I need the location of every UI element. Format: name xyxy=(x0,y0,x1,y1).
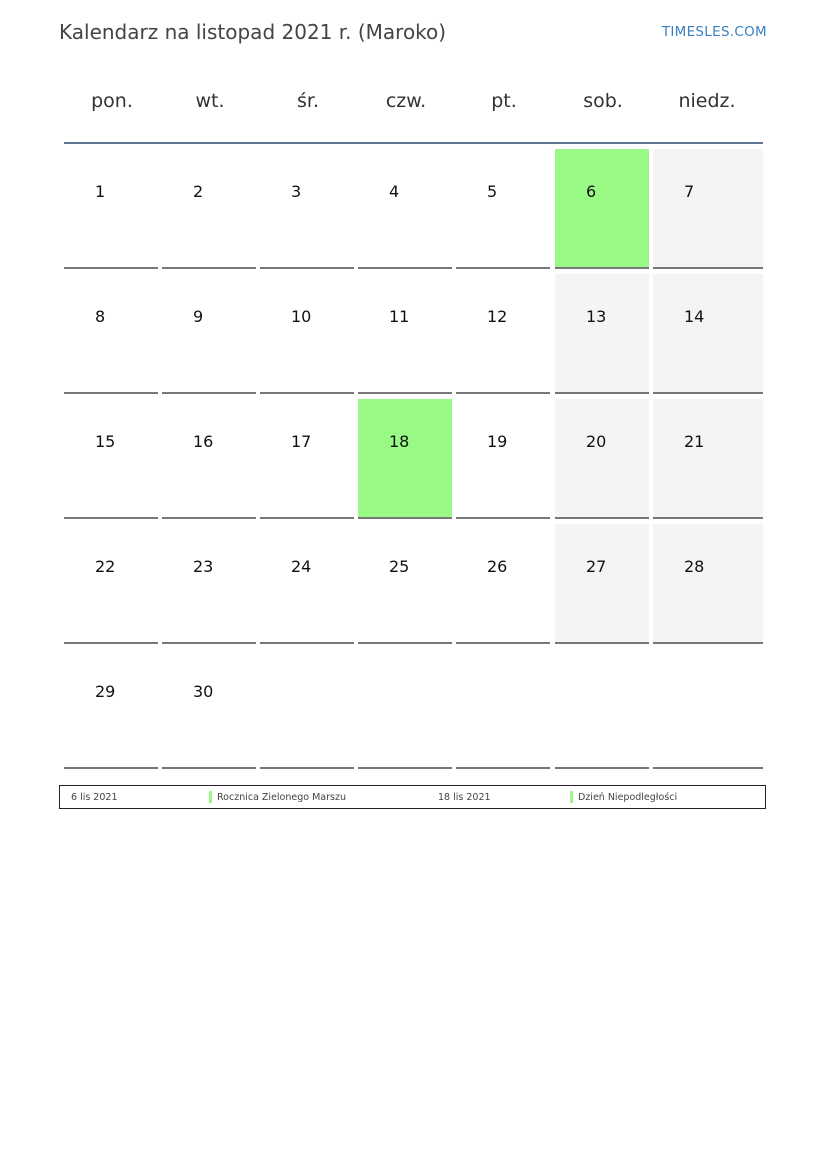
day-number: 6 xyxy=(586,182,597,201)
day-number: 14 xyxy=(684,307,705,326)
calendar-day[interactable] xyxy=(162,399,256,519)
day-number: 5 xyxy=(487,182,498,201)
weekday-label: sob. xyxy=(583,90,623,112)
day-number: 1 xyxy=(95,182,106,201)
day-number: 25 xyxy=(389,557,410,576)
calendar-day[interactable] xyxy=(64,274,158,394)
day-number: 22 xyxy=(95,557,116,576)
calendar-day[interactable] xyxy=(260,399,354,519)
calendar-day[interactable] xyxy=(162,274,256,394)
day-number: 29 xyxy=(95,682,116,701)
calendar-day[interactable] xyxy=(64,149,158,269)
day-number: 21 xyxy=(684,432,705,451)
calendar-day[interactable] xyxy=(653,399,763,519)
legend-holiday-name: Dzień Niepodległości xyxy=(578,792,678,803)
calendar-day[interactable] xyxy=(456,149,550,269)
day-number: 9 xyxy=(193,307,204,326)
day-number: 12 xyxy=(487,307,508,326)
calendar-cell-empty xyxy=(456,649,550,769)
weekday-label: pon. xyxy=(91,90,133,112)
day-number: 7 xyxy=(684,182,695,201)
calendar-day-holiday[interactable] xyxy=(358,399,452,519)
weekday-label: pt. xyxy=(491,90,517,112)
calendar-day[interactable] xyxy=(555,274,649,394)
calendar-cell-empty xyxy=(260,649,354,769)
calendar-day[interactable] xyxy=(456,524,550,644)
calendar-day[interactable] xyxy=(162,649,256,769)
calendar-day[interactable] xyxy=(260,274,354,394)
brand-link[interactable]: TIMESLES.COM xyxy=(661,24,767,40)
day-number: 17 xyxy=(291,432,312,451)
day-number: 15 xyxy=(95,432,116,451)
calendar-day[interactable] xyxy=(358,524,452,644)
page-title: Kalendarz na listopad 2021 r. (Maroko) xyxy=(59,20,447,44)
day-number: 2 xyxy=(193,182,204,201)
day-number: 30 xyxy=(193,682,214,701)
day-number: 8 xyxy=(95,307,106,326)
weekday-label: śr. xyxy=(296,90,319,112)
holiday-legend xyxy=(59,785,766,809)
weekday-label: niedz. xyxy=(678,90,736,112)
day-number: 27 xyxy=(586,557,607,576)
day-number: 10 xyxy=(291,307,312,326)
legend-color-swatch xyxy=(209,791,212,803)
calendar-day[interactable] xyxy=(653,149,763,269)
calendar-day[interactable] xyxy=(162,524,256,644)
calendar-cell-empty xyxy=(555,649,649,769)
calendar-cell-empty xyxy=(358,649,452,769)
calendar-day[interactable] xyxy=(358,274,452,394)
calendar-day[interactable] xyxy=(260,524,354,644)
day-number: 26 xyxy=(487,557,508,576)
calendar-day[interactable] xyxy=(653,524,763,644)
calendar-day[interactable] xyxy=(456,274,550,394)
calendar-day[interactable] xyxy=(64,649,158,769)
day-number: 18 xyxy=(389,432,410,451)
day-number: 23 xyxy=(193,557,214,576)
header-divider xyxy=(64,142,763,144)
legend-holiday-name: Rocznica Zielonego Marszu xyxy=(217,792,346,803)
day-number: 11 xyxy=(389,307,410,326)
day-number: 13 xyxy=(586,307,607,326)
day-number: 16 xyxy=(193,432,214,451)
weekday-label: wt. xyxy=(195,90,225,112)
day-number: 24 xyxy=(291,557,312,576)
legend-color-swatch xyxy=(570,791,573,803)
calendar-day[interactable] xyxy=(358,149,452,269)
calendar-day-holiday[interactable] xyxy=(555,149,649,269)
calendar-cell-empty xyxy=(653,649,763,769)
calendar-day[interactable] xyxy=(260,149,354,269)
calendar-day[interactable] xyxy=(64,524,158,644)
calendar-day[interactable] xyxy=(64,399,158,519)
day-number: 20 xyxy=(586,432,607,451)
weekday-header xyxy=(62,90,765,120)
day-number: 19 xyxy=(487,432,508,451)
legend-date: 6 lis 2021 xyxy=(71,792,118,803)
calendar-day[interactable] xyxy=(456,399,550,519)
calendar-day[interactable] xyxy=(162,149,256,269)
day-number: 4 xyxy=(389,182,400,201)
legend-date: 18 lis 2021 xyxy=(438,792,491,803)
weekday-label: czw. xyxy=(385,90,427,112)
calendar-day[interactable] xyxy=(555,399,649,519)
day-number: 3 xyxy=(291,182,302,201)
day-number: 28 xyxy=(684,557,705,576)
calendar-day[interactable] xyxy=(653,274,763,394)
calendar-day[interactable] xyxy=(555,524,649,644)
